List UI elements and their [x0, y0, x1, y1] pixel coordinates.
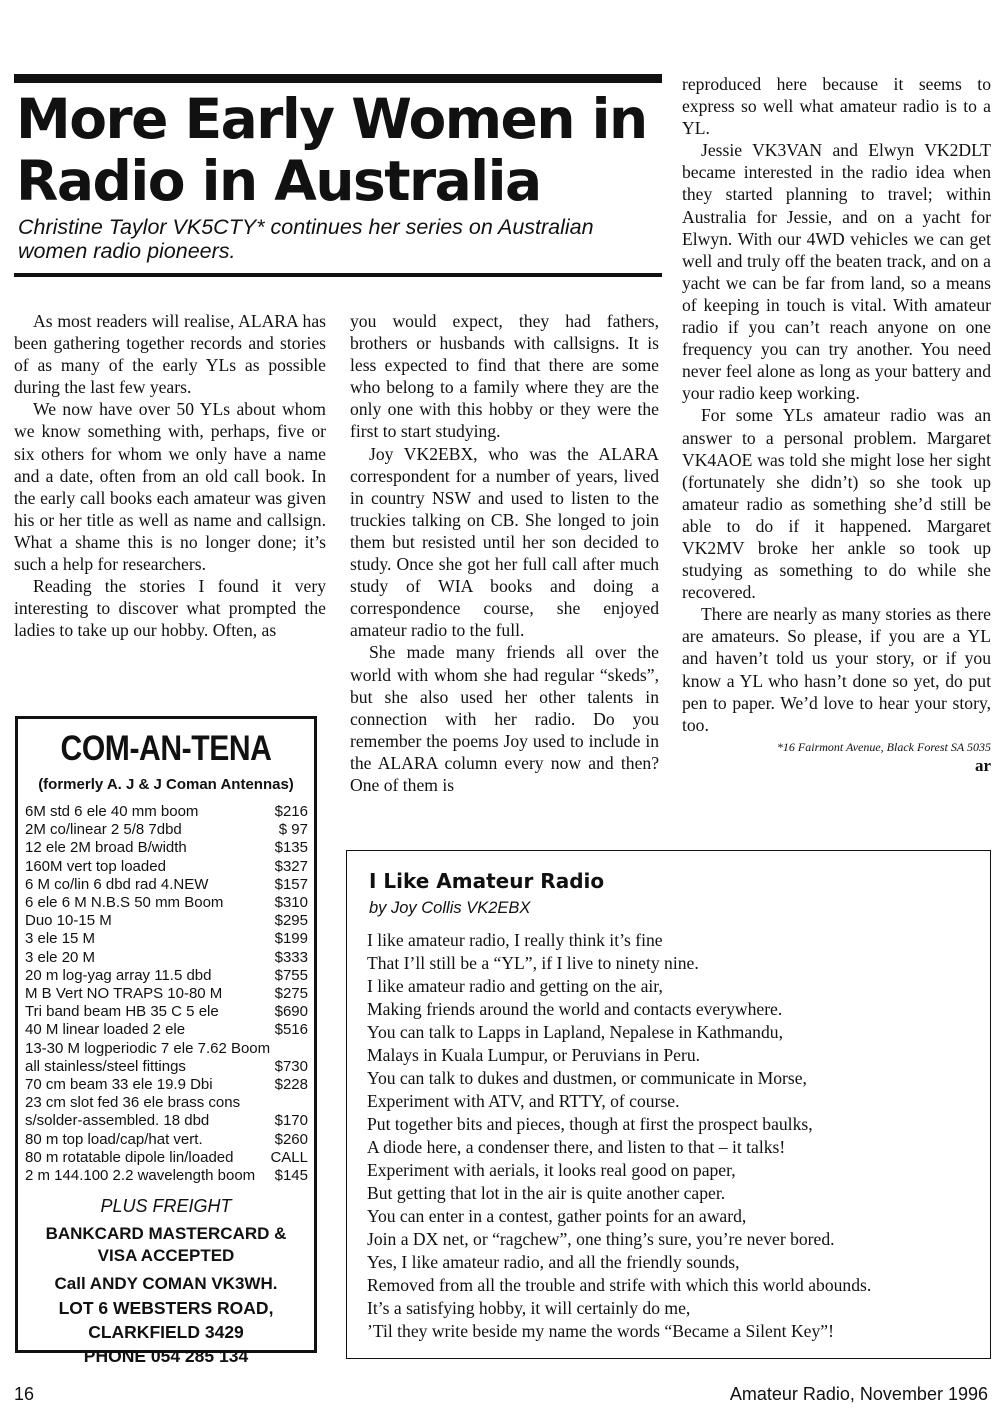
- article-column-3: [682, 73, 991, 776]
- item-price: $690: [274, 1003, 308, 1021]
- price-item: [25, 967, 308, 985]
- price-item: [25, 894, 308, 912]
- paragraph: Reading the stories I found it very interesting to discover what prompted the ladies to take up our hobby. Often, as: [14, 576, 326, 641]
- ad-title: COM-AN-TENA: [60, 729, 272, 768]
- item-price: $327: [274, 857, 308, 875]
- item-name: 2M co/linear 2 5/8 7dbd: [25, 821, 182, 839]
- ad-contact-name: Call ANDY COMAN VK3WH.: [54, 1274, 278, 1294]
- poem-line: You can talk to dukes and dustmen, or communicate in Morse,: [367, 1068, 807, 1088]
- poem-line: Malays in Kuala Lumpur, or Peruvians in Peru.: [367, 1045, 701, 1065]
- paragraph: There are nearly as many stories as there are amateurs. So please, if you are a YL and haven’t told us your story, or if you know a YL who hasn’t done so yet, do put pen to paper. We’d love to hear your story, too.: [682, 604, 991, 735]
- price-item: [25, 803, 308, 821]
- title-rule-top: [14, 74, 662, 83]
- item-price: $170: [274, 1112, 308, 1130]
- item-name: 80 m rotatable dipole lin/loaded: [25, 1148, 234, 1166]
- poem-line: Removed from all the trouble and strife with which this world abounds.: [367, 1275, 872, 1295]
- end-mark: ar: [974, 755, 991, 775]
- poem-line: Join a DX net, or “ragchew”, one thing’s sure, you’re never bored.: [367, 1229, 835, 1249]
- poem-line: Yes, I like amateur radio, and all the friendly sounds,: [367, 1252, 740, 1272]
- poem-line: Experiment with aerials, it looks real good on paper,: [367, 1160, 736, 1180]
- item-price: $199: [274, 930, 308, 948]
- item-name: 2 m 144.100 2.2 wavelength boom: [25, 1167, 256, 1185]
- price-item: [25, 985, 308, 1003]
- poem-text: [367, 929, 977, 1343]
- item-price: $295: [274, 912, 308, 930]
- item-price: CALL: [270, 1148, 308, 1166]
- item-name: 6 M co/lin 6 dbd rad 4.NEW: [25, 875, 209, 893]
- paragraph: She made many friends all over the world with whom she had regular “skeds”, but she also used her other talents in connection with her radio. Do you remember the poems Joy used to include in the ALARA column every now and then? One of them is: [350, 642, 659, 795]
- author-footnote: *16 Fairmont Avenue, Black Forest SA 5035: [776, 739, 991, 754]
- price-item: [25, 858, 308, 876]
- item-price: $310: [274, 894, 308, 912]
- price-item: [25, 1131, 308, 1149]
- poem-line: ’Til they write beside my name the words “Became a Silent Key”!: [367, 1321, 834, 1341]
- page-number: 16: [14, 1384, 35, 1404]
- item-price: $ 97: [278, 821, 308, 839]
- poem-line: You can enter in a contest, gather points for an award,: [367, 1206, 747, 1226]
- price-item: [25, 1040, 308, 1058]
- article-title: More Early Women in Radio in Australia: [16, 87, 647, 213]
- item-price: $228: [274, 1076, 308, 1094]
- ad-phone: PHONE 054 285 134: [83, 1346, 249, 1367]
- item-name: M B Vert NO TRAPS 10-80 M: [25, 985, 223, 1003]
- price-item: [25, 839, 308, 857]
- item-name: 13-30 M logperiodic 7 ele 7.62 Boom: [25, 1039, 271, 1057]
- paragraph: We now have over 50 YLs about whom we know something with, perhaps, five or six others for whom we only have a name and a date, often from an old call book. In the early call books each amateur was given his or her title as well as name and callsign. What a shame this is no longer done; it’s such a help for researchers.: [14, 399, 326, 575]
- price-item: [25, 949, 308, 967]
- poem-line: Experiment with ATV, and RTTY, of course.: [367, 1091, 680, 1111]
- price-item: [25, 912, 308, 930]
- item-name: 12 ele 2M broad B/width: [25, 839, 187, 857]
- title-rule-bottom: [14, 273, 662, 277]
- poem-line: But getting that lot in the air is quite another caper.: [367, 1183, 726, 1203]
- item-name: 6 ele 6 M N.B.S 50 mm Boom: [25, 894, 224, 912]
- item-price: $333: [274, 948, 308, 966]
- item-name: 23 cm slot fed 36 ele brass cons: [25, 1094, 241, 1112]
- price-item: [25, 930, 308, 948]
- paragraph: Jessie VK3VAN and Elwyn VK2DLT became interested in the radio idea when they started planning to travel; within Australia for Jessie, and on a yacht for Elwyn. With our 4WD vehicles we can get well and truly off the beaten track, and on a yacht we can be far from land, so a means of keeping in touch is vital. With amateur radio if you can’t reach anyone on one frequency you can try another. You need never feel alone as long as your battery and your radio keep working.: [682, 140, 991, 404]
- price-item: [25, 821, 308, 839]
- item-price: $730: [274, 1057, 308, 1075]
- ad-payment-line-1: BANKCARD MASTERCARD &: [45, 1224, 287, 1244]
- item-name: 20 m log-yag array 11.5 dbd: [25, 966, 212, 984]
- item-name: 160M vert top loaded: [25, 857, 166, 875]
- price-item: [25, 1058, 308, 1076]
- poem-byline: by Joy Collis VK2EBX: [369, 899, 531, 917]
- price-item: [25, 876, 308, 894]
- price-item: [25, 1112, 308, 1130]
- price-item: [25, 1076, 308, 1094]
- price-list: [18, 803, 314, 1185]
- paragraph: Joy VK2EBX, who was the ALARA correspondent for a number of years, lived in country NSW and used to listen to the truckies talking on CB. She longed to join them but resisted until her son decided to study. Once she got her full call after much study of WIA books and doing a correspondence course, she enjoyed amateur radio to the full.: [350, 443, 659, 641]
- item-price: $145: [274, 1167, 308, 1185]
- poem-box: [346, 850, 991, 1359]
- item-name: 40 M linear loaded 2 ele: [25, 1021, 186, 1039]
- ad-payment-line-2: VISA ACCEPTED: [97, 1246, 235, 1266]
- price-item: [25, 1003, 308, 1021]
- item-name: s/solder-assembled. 18 dbd: [25, 1112, 210, 1130]
- ad-address-line-1: LOT 6 WEBSTERS ROAD,: [58, 1298, 274, 1319]
- item-name: 70 cm beam 33 ele 19.9 Dbi: [25, 1076, 213, 1094]
- item-price: $516: [274, 1021, 308, 1039]
- item-name: Duo 10-15 M: [25, 912, 112, 930]
- ad-freight-note: PLUS FREIGHT: [100, 1196, 232, 1217]
- item-price: $260: [274, 1130, 308, 1148]
- poem-title: I Like Amateur Radio: [369, 869, 605, 893]
- price-item: [25, 1149, 308, 1167]
- poem-line: A diode here, a condenser there, and listen to that – it talks!: [367, 1137, 786, 1157]
- poem-line: I like amateur radio and getting on the air,: [367, 976, 663, 996]
- poem-line: Making friends around the world and contacts everywhere.: [367, 999, 783, 1019]
- publication-footer: Amateur Radio, November 1996: [729, 1384, 988, 1404]
- article-subtitle: Christine Taylor VK5CTY* continues her series on Australian women radio pioneers.: [18, 215, 594, 263]
- item-name: all stainless/steel fittings: [25, 1057, 186, 1075]
- item-name: 6M std 6 ele 40 mm boom: [25, 803, 199, 820]
- item-price: $216: [274, 803, 308, 820]
- poem-line: It’s a satisfying hobby, it will certainly do me,: [367, 1298, 691, 1318]
- paragraph: you would expect, they had fathers, brothers or husbands with callsigns. It is less expected to find that there are some who belong to a family where they are the only one with this hobby or they were the first to start studying.: [350, 311, 659, 442]
- price-item: [25, 1167, 308, 1185]
- item-price: $157: [274, 875, 308, 893]
- paragraph: As most readers will realise, ALARA has been gathering together records and stories of as many of the early YLs as possible during the last few years.: [14, 311, 326, 398]
- item-name: 3 ele 15 M: [25, 930, 96, 948]
- paragraph: For some YLs amateur radio was an answer to a personal problem. Margaret VK4AOE was told she might lose her sight (fortunately she didn’t) so she took up amateur radio as something she’d still be able to do if it happened. Margaret VK2MV broke her ankle so took up studying as something to do while she recovered.: [682, 405, 991, 603]
- poem-line: Put together bits and pieces, though at first the prospect baulks,: [367, 1114, 813, 1134]
- price-item: [25, 1021, 308, 1039]
- paragraph: reproduced here because it seems to express so well what amateur radio is to a YL.: [682, 74, 991, 139]
- item-name: 3 ele 20 M: [25, 948, 96, 966]
- poem-line: You can talk to Lapps in Lapland, Nepalese in Kathmandu,: [367, 1022, 783, 1042]
- item-price: $755: [274, 966, 308, 984]
- poem-line: I like amateur radio, I really think it’s fine: [367, 930, 663, 950]
- article-column-1: [14, 310, 326, 641]
- item-name: 80 m top load/cap/hat vert.: [25, 1130, 203, 1148]
- poem-line: That I’ll still be a “YL”, if I live to ninety nine.: [367, 953, 699, 973]
- item-price: $135: [274, 839, 308, 857]
- price-item: [25, 1094, 308, 1112]
- ad-address-line-2: CLARKFIELD 3429: [88, 1322, 244, 1343]
- ad-former-name: (formerly A. J & J Coman Antennas): [38, 776, 294, 793]
- article-column-2: [350, 310, 659, 796]
- item-name: Tri band beam HB 35 C 5 ele: [25, 1003, 219, 1021]
- item-price: $275: [274, 985, 308, 1003]
- comantena-advertisement: [15, 716, 317, 1367]
